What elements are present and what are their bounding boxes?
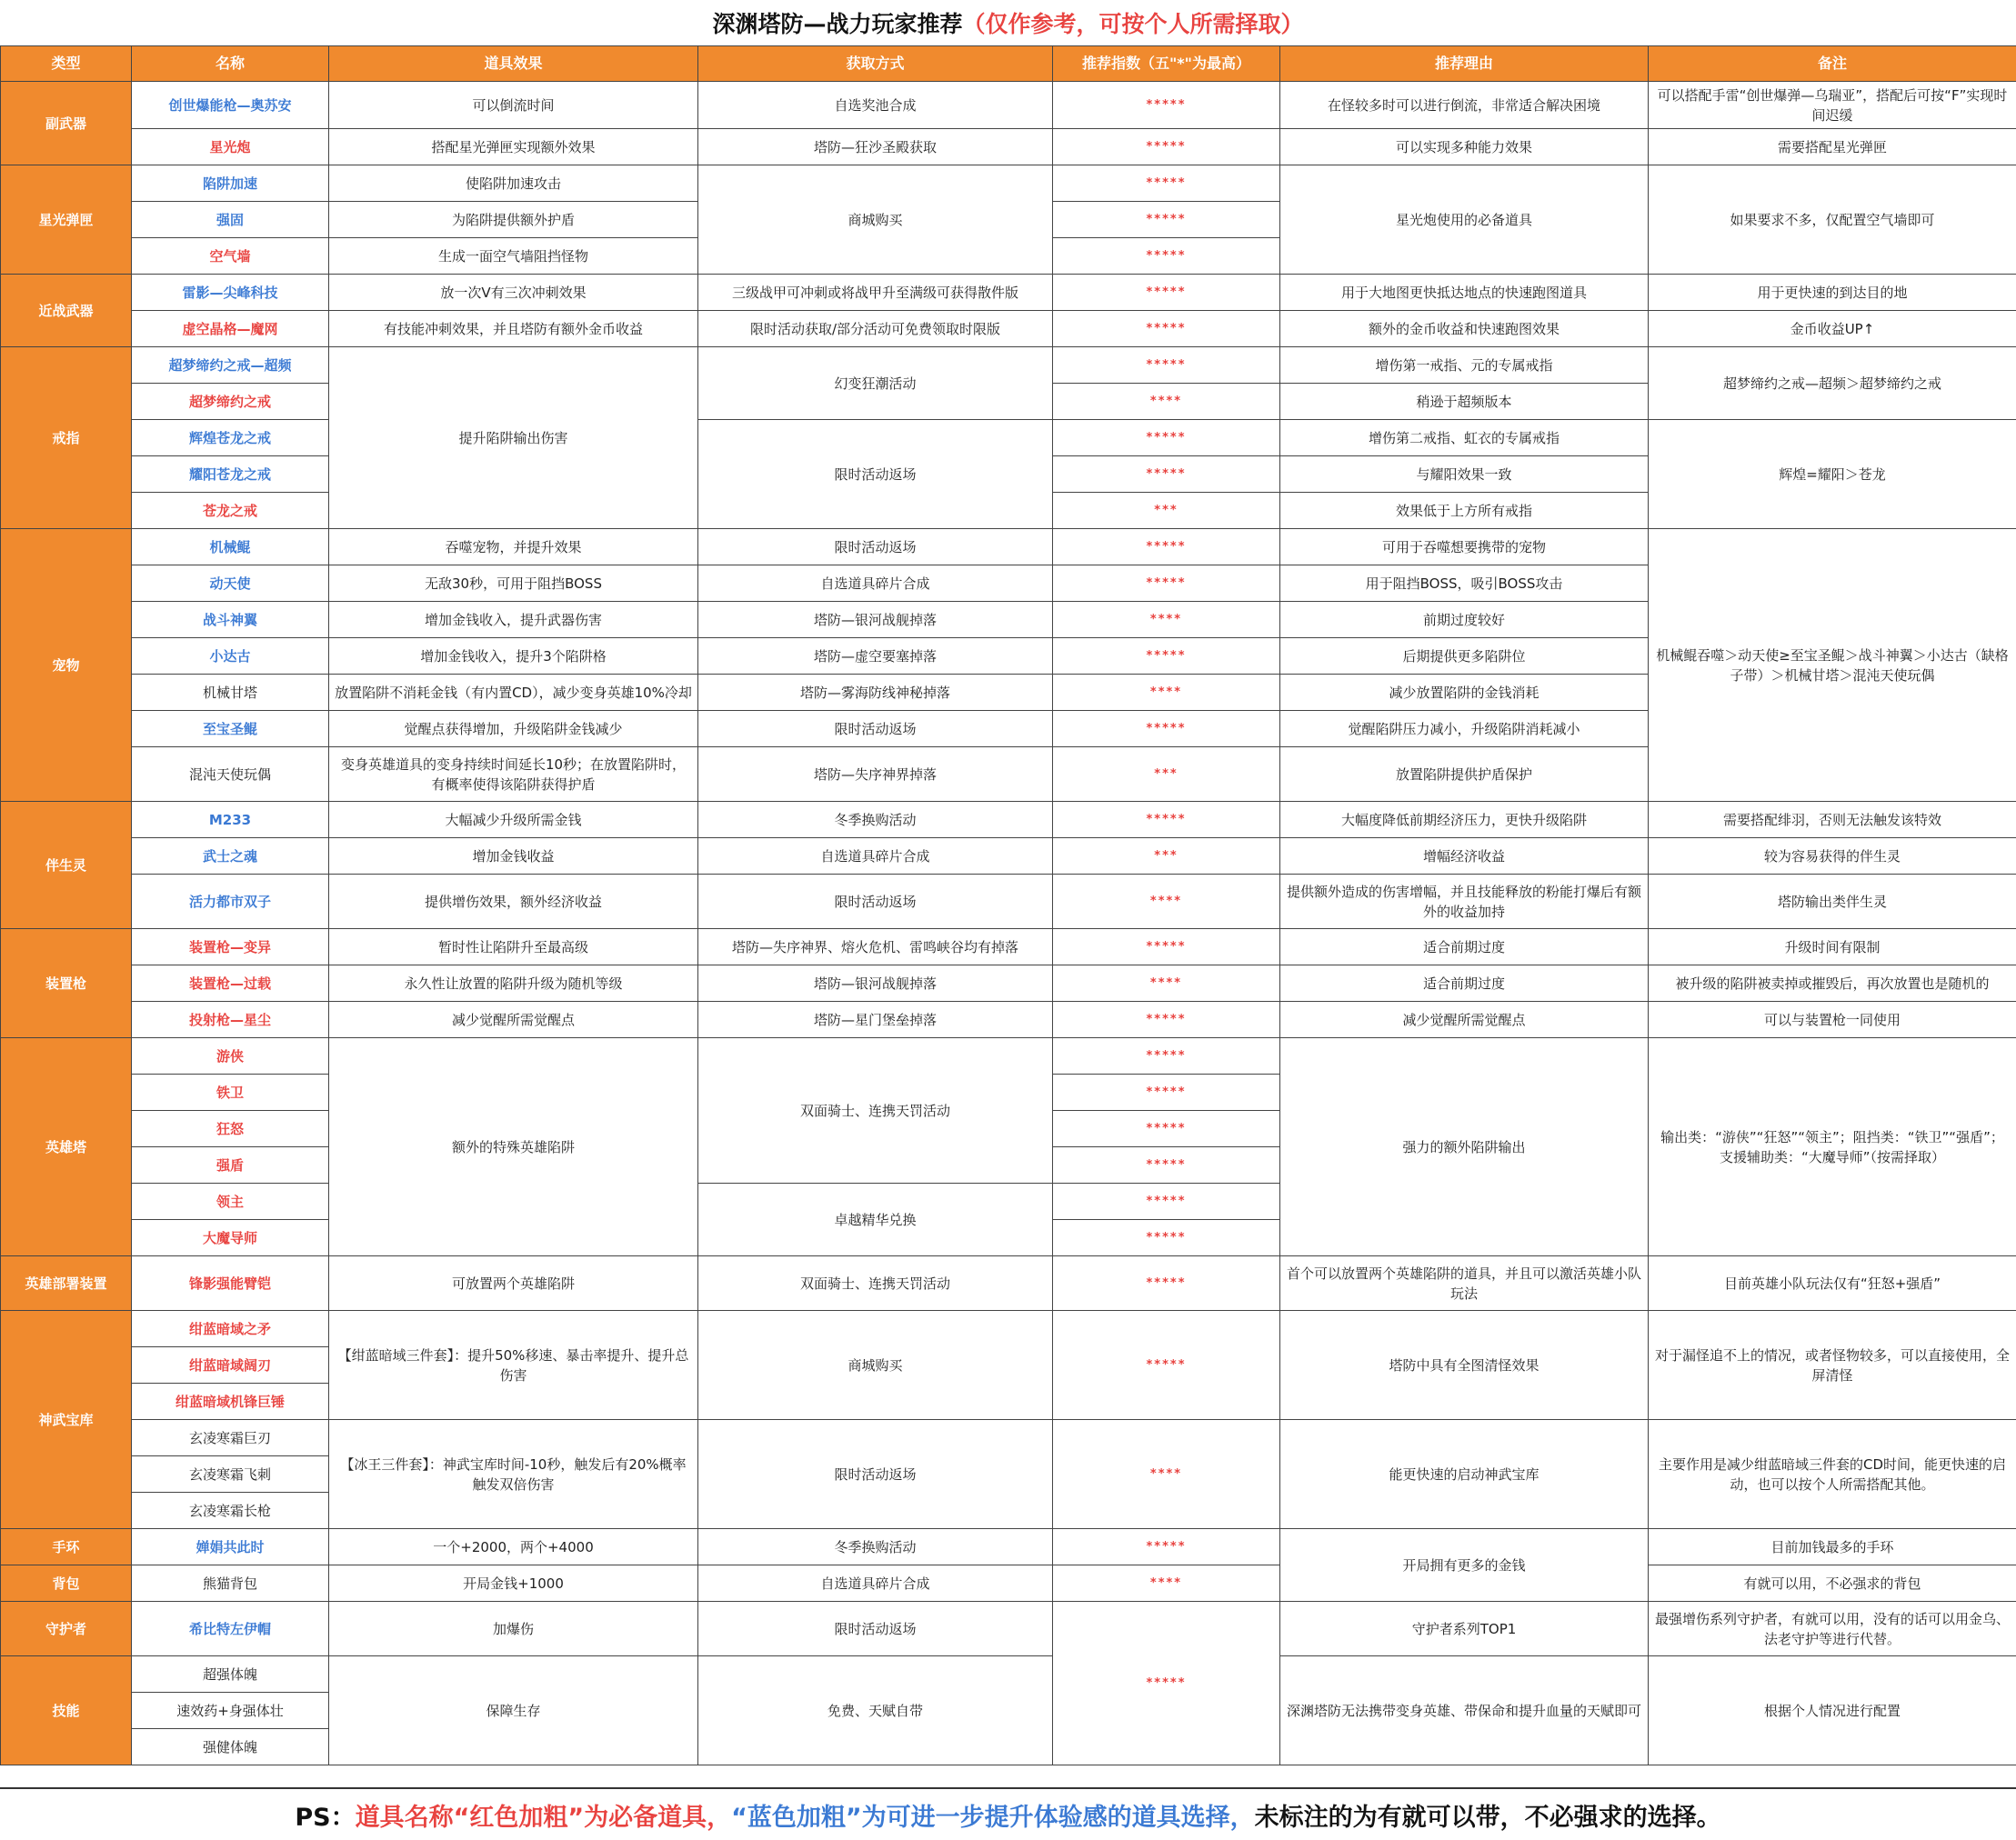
rating-stars: ***** (1053, 165, 1280, 202)
category-cell: 星光弹匣 (1, 165, 132, 275)
item-name-required: 虚空晶格—魔网 (132, 311, 329, 347)
table-cell: 星光炮使用的必备道具 (1280, 165, 1649, 275)
table-cell: 自选道具碎片合成 (698, 565, 1053, 602)
item-name-recommended: 耀阳苍龙之戒 (132, 456, 329, 493)
table-cell: 增伤第一戒指、元的专属戒指 (1280, 347, 1649, 384)
table-cell: 最强增伤系列守护者，有就可以用，没有的话可以用金乌、法老守护等进行代替。 (1649, 1602, 2016, 1656)
category-cell: 宠物 (1, 529, 132, 802)
category-cell: 戒指 (1, 347, 132, 529)
table-row (1, 347, 2016, 384)
table-cell: 限时活动获取/部分活动可免费领取时限版 (698, 311, 1053, 347)
table-cell: 变身英雄道具的变身持续时间延长10秒；在放置陷阱时，有概率使得该陷阱获得护盾 (329, 747, 698, 802)
table-cell: 守护者系列TOP1 (1280, 1602, 1649, 1656)
header-type: 类型 (1, 46, 132, 82)
table-cell: 辉煌=耀阳＞苍龙 (1649, 420, 2016, 529)
table-cell: 主要作用是减少绀蓝暗域三件套的CD时间，能更快速的启动，也可以按个人所需搭配其他。 (1649, 1420, 2016, 1529)
table-cell: 如果要求不多，仅配置空气墙即可 (1649, 165, 2016, 275)
table-row (1, 1038, 2016, 1075)
category-cell: 技能 (1, 1656, 132, 1765)
table-cell: 使陷阱加速攻击 (329, 165, 698, 202)
table-row (1, 275, 2016, 311)
table-cell: 永久性让放置的陷阱升级为随机等级 (329, 965, 698, 1002)
item-name-recommended: 动天使 (132, 565, 329, 602)
table-cell: 放一次V有三次冲刺效果 (329, 275, 698, 311)
category-cell: 手环 (1, 1529, 132, 1565)
category-cell: 近战武器 (1, 275, 132, 347)
item-name-required: 铁卫 (132, 1075, 329, 1111)
footer-blue-legend: “蓝色加粗”为可进一步提升体验感的道具选择， (731, 1803, 1255, 1832)
item-name-required: 投射枪—星尘 (132, 1002, 329, 1038)
table-cell: 无敌30秒，可用于阻挡BOSS (329, 565, 698, 602)
table-row (1, 311, 2016, 347)
table-cell: 目前加钱最多的手环 (1649, 1529, 2016, 1565)
table-cell: 一个+2000，两个+4000 (329, 1529, 698, 1565)
item-name-recommended: 战斗神翼 (132, 602, 329, 638)
table-cell: 稍逊于超频版本 (1280, 384, 1649, 420)
item-name-required: 星光炮 (132, 129, 329, 165)
table-cell: 机械鲲吞噬＞动天使≥至宝圣鲲＞战斗神翼＞小达古（缺格子带）＞机械甘塔＞混沌天使玩偶 (1649, 529, 2016, 802)
table-cell: 用于阻挡BOSS，吸引BOSS攻击 (1280, 565, 1649, 602)
table-cell: 适合前期过度 (1280, 929, 1649, 965)
rating-stars: ***** (1053, 565, 1280, 602)
footer-ps: PS： (295, 1803, 356, 1832)
title-note: （仅作参考，可按个人所需择取） (962, 11, 1304, 37)
table-cell: 加爆伤 (329, 1602, 698, 1656)
table-cell: 幻变狂潮活动 (698, 347, 1053, 420)
table-cell: 对于漏怪追不上的情况，或者怪物较多，可以直接使用，全屏清怪 (1649, 1311, 2016, 1420)
table-cell: 生成一面空气墙阻挡怪物 (329, 238, 698, 275)
rating-stars: **** (1053, 602, 1280, 638)
table-cell: 双面骑士、连携天罚活动 (698, 1256, 1053, 1311)
item-name-required: 装置枪—过载 (132, 965, 329, 1002)
table-cell: 提供增伤效果，额外经济收益 (329, 875, 698, 929)
table-cell: 塔防输出类伴生灵 (1649, 875, 2016, 929)
item-name-recommended: 武士之魂 (132, 838, 329, 875)
item-name-required: 锋影强能臂铠 (132, 1256, 329, 1311)
table-row (1, 1529, 2016, 1565)
table-cell: 较为容易获得的伴生灵 (1649, 838, 2016, 875)
table-cell: 塔防中具有全图清怪效果 (1280, 1311, 1649, 1420)
item-name-required: 苍龙之戒 (132, 493, 329, 529)
table-cell: 需要搭配绯羽，否则无法触发该特效 (1649, 802, 2016, 838)
rating-stars: ***** (1053, 929, 1280, 965)
item-name-optional: 超强体魄 (132, 1656, 329, 1693)
rating-stars: ***** (1053, 1220, 1280, 1256)
item-name-required: 大魔导师 (132, 1220, 329, 1256)
footer-note (0, 1787, 2016, 1840)
table-row (1, 1311, 2016, 1347)
item-name-optional: 混沌天使玩偶 (132, 747, 329, 802)
item-name-recommended: 创世爆能枪—奥苏安 (132, 82, 329, 129)
table-cell: 为陷阱提供额外护盾 (329, 202, 698, 238)
table-cell: 限时活动返场 (698, 1420, 1053, 1529)
item-name-optional: 玄凌寒霜长枪 (132, 1493, 329, 1529)
table-cell: 【绀蓝暗域三件套】：提升50%移速、暴击率提升、提升总伤害 (329, 1311, 698, 1420)
item-name-optional: 玄凌寒霜飞刺 (132, 1456, 329, 1493)
rating-stars: ***** (1053, 1038, 1280, 1075)
category-cell: 英雄部署装置 (1, 1256, 132, 1311)
item-name-recommended: 辉煌苍龙之戒 (132, 420, 329, 456)
table-cell: 【冰王三件套】：神武宝库时间-10秒，触发后有20%概率触发双倍伤害 (329, 1420, 698, 1529)
table-cell: 自选道具碎片合成 (698, 838, 1053, 875)
table-cell: 被升级的陷阱被卖掉或摧毁后，再次放置也是随机的 (1649, 965, 2016, 1002)
table-row (1, 1602, 2016, 1656)
category-cell: 副武器 (1, 82, 132, 165)
table-cell: 吞噬宠物，并提升效果 (329, 529, 698, 565)
item-name-recommended: 机械鲲 (132, 529, 329, 565)
table-cell: 冬季换购活动 (698, 802, 1053, 838)
rating-stars: ***** (1053, 1002, 1280, 1038)
item-name-required: 绀蓝暗域之矛 (132, 1311, 329, 1347)
header-rating: 推荐指数（五"*"为最高） (1053, 46, 1280, 82)
category-cell: 神武宝库 (1, 1311, 132, 1529)
rating-stars: ***** (1053, 711, 1280, 747)
table-cell: 开局拥有更多的金钱 (1280, 1529, 1649, 1602)
item-name-required: 装置枪—变异 (132, 929, 329, 965)
table-cell: 卓越精华兑换 (698, 1184, 1053, 1256)
item-name-optional: 强健体魄 (132, 1729, 329, 1765)
table-cell: 大幅减少升级所需金钱 (329, 802, 698, 838)
table-cell: 自选道具碎片合成 (698, 1565, 1053, 1602)
table-cell: 可以实现多种能力效果 (1280, 129, 1649, 165)
table-cell: 金币收益UP↑ (1649, 311, 2016, 347)
table-cell: 有技能冲刺效果，并且塔防有额外金币收益 (329, 311, 698, 347)
table-cell: 塔防—银河战舰掉落 (698, 602, 1053, 638)
table-cell: 增加金钱收益 (329, 838, 698, 875)
header-remark: 备注 (1649, 46, 2016, 82)
table-cell: 放置陷阱提供护盾保护 (1280, 747, 1649, 802)
table-row (1, 929, 2016, 965)
item-name-recommended: M233 (132, 802, 329, 838)
category-cell: 守护者 (1, 1602, 132, 1656)
rating-stars: ***** (1053, 202, 1280, 238)
table-cell: 双面骑士、连携天罚活动 (698, 1038, 1053, 1184)
table-cell: 觉醒点获得增加，升级陷阱金钱减少 (329, 711, 698, 747)
table-row (1, 1565, 2016, 1602)
table-cell: 能更快速的启动神武宝库 (1280, 1420, 1649, 1529)
category-cell: 伴生灵 (1, 802, 132, 929)
rating-stars: *** (1053, 747, 1280, 802)
header-source: 获取方式 (698, 46, 1053, 82)
item-name-recommended: 活力都市双子 (132, 875, 329, 929)
table-cell: 塔防—虚空要塞掉落 (698, 638, 1053, 675)
item-name-optional: 速效药+身强体壮 (132, 1693, 329, 1729)
table-cell: 前期过度较好 (1280, 602, 1649, 638)
table-cell: 可放置两个英雄陷阱 (329, 1256, 698, 1311)
table-cell: 减少放置陷阱的金钱消耗 (1280, 675, 1649, 711)
table-row (1, 1656, 2016, 1693)
table-cell: 效果低于上方所有戒指 (1280, 493, 1649, 529)
table-cell: 觉醒陷阱压力减小，升级陷阱消耗减小 (1280, 711, 1649, 747)
category-cell: 装置枪 (1, 929, 132, 1038)
table-cell: 用于更快速的到达目的地 (1649, 275, 2016, 311)
table-cell: 升级时间有限制 (1649, 929, 2016, 965)
table-cell: 增加金钱收入，提升武器伤害 (329, 602, 698, 638)
item-name-required: 绀蓝暗域机锋巨锤 (132, 1384, 329, 1420)
table-cell: 有就可以用，不必强求的背包 (1649, 1565, 2016, 1602)
item-name-recommended: 超梦缔约之戒—超频 (132, 347, 329, 384)
rating-stars: ***** (1053, 82, 1280, 129)
table-row (1, 1002, 2016, 1038)
category-cell: 英雄塔 (1, 1038, 132, 1256)
rating-stars: **** (1053, 1565, 1280, 1602)
sheet-title (0, 0, 2016, 47)
rating-stars: ***** (1053, 638, 1280, 675)
table-cell: 需要搭配星光弹匣 (1649, 129, 2016, 165)
title-main: 深渊塔防—战力玩家推荐 (712, 11, 963, 37)
item-name-optional: 熊猫背包 (132, 1565, 329, 1602)
table-cell: 额外的特殊英雄陷阱 (329, 1038, 698, 1256)
rating-stars: ***** (1053, 456, 1280, 493)
item-name-optional: 机械甘塔 (132, 675, 329, 711)
table-row (1, 965, 2016, 1002)
table-cell: 放置陷阱不消耗金钱（有内置CD），减少变身英雄10%冷却 (329, 675, 698, 711)
item-name-required: 超梦缔约之戒 (132, 384, 329, 420)
table-cell: 适合前期过度 (1280, 965, 1649, 1002)
table-row (1, 420, 2016, 456)
table-cell: 免费、天赋自带 (698, 1656, 1053, 1765)
table-cell: 塔防—狂沙圣殿获取 (698, 129, 1053, 165)
item-name-required: 空气墙 (132, 238, 329, 275)
table-cell: 增幅经济收益 (1280, 838, 1649, 875)
item-name-recommended: 希比特左伊帽 (132, 1602, 329, 1656)
rating-stars: **** (1053, 1420, 1280, 1529)
table-cell: 强力的额外陷阱输出 (1280, 1038, 1649, 1256)
rating-stars: ***** (1053, 1111, 1280, 1147)
table-cell: 输出类：“游侠”“狂怒”“领主”；阻挡类：“铁卫”“强盾”；支援辅助类：“大魔导师”（按需择取） (1649, 1038, 2016, 1256)
rating-stars: ***** (1053, 1602, 1280, 1765)
table-cell: 目前英雄小队玩法仅有“狂怒+强盾” (1649, 1256, 2016, 1311)
table-cell: 限时活动返场 (698, 420, 1053, 529)
rating-stars: ***** (1053, 129, 1280, 165)
item-name-recommended: 婵娟共此时 (132, 1529, 329, 1565)
table-cell: 首个可以放置两个英雄陷阱的道具，并且可以激活英雄小队玩法 (1280, 1256, 1649, 1311)
table-cell: 可用于吞噬想要携带的宠物 (1280, 529, 1649, 565)
table-cell: 可以与装置枪一同使用 (1649, 1002, 2016, 1038)
table-cell: 提供额外造成的伤害增幅，并且技能释放的粉能打爆后有额外的收益加持 (1280, 875, 1649, 929)
table-cell: 开局金钱+1000 (329, 1565, 698, 1602)
item-name-required: 强盾 (132, 1147, 329, 1184)
table-cell: 自选奖池合成 (698, 82, 1053, 129)
rating-stars: ***** (1053, 1529, 1280, 1565)
rating-stars: ***** (1053, 529, 1280, 565)
table-cell: 搭配星光弹匣实现额外效果 (329, 129, 698, 165)
table-cell: 超梦缔约之戒—超频＞超梦缔约之戒 (1649, 347, 2016, 420)
rating-stars: ***** (1053, 1311, 1280, 1420)
rating-stars: **** (1053, 875, 1280, 929)
table-cell: 可以搭配手雷“创世爆弹—乌瑞亚”，搭配后可按“F”实现时间迟缓 (1649, 82, 2016, 129)
rating-stars: ***** (1053, 1075, 1280, 1111)
table-row (1, 1256, 2016, 1311)
table-cell: 深渊塔防无法携带变身英雄、带保命和提升血量的天赋即可 (1280, 1656, 1649, 1765)
rating-stars: ***** (1053, 1184, 1280, 1220)
item-name-required: 游侠 (132, 1038, 329, 1075)
item-name-recommended: 小达古 (132, 638, 329, 675)
rating-stars: ***** (1053, 347, 1280, 384)
rating-stars: ***** (1053, 802, 1280, 838)
table-cell: 可以倒流时间 (329, 82, 698, 129)
table-cell: 塔防—雾海防线神秘掉落 (698, 675, 1053, 711)
table-cell: 后期提供更多陷阱位 (1280, 638, 1649, 675)
table-cell: 与耀阳效果一致 (1280, 456, 1649, 493)
table-cell: 限时活动返场 (698, 1602, 1053, 1656)
table-cell: 大幅度降低前期经济压力，更快升级陷阱 (1280, 802, 1649, 838)
table-row (1, 802, 2016, 838)
table-row (1, 1420, 2016, 1456)
table-cell: 提升陷阱输出伤害 (329, 347, 698, 529)
table-cell: 在怪较多时可以进行倒流，非常适合解决困境 (1280, 82, 1649, 129)
table-cell: 限时活动返场 (698, 875, 1053, 929)
table-cell: 商城购买 (698, 1311, 1053, 1420)
table-cell: 保障生存 (329, 1656, 698, 1765)
item-name-required: 狂怒 (132, 1111, 329, 1147)
rating-stars: ***** (1053, 420, 1280, 456)
table-cell: 暂时性让陷阱升至最高级 (329, 929, 698, 965)
table-cell: 塔防—银河战舰掉落 (698, 965, 1053, 1002)
table-cell: 额外的金币收益和快速跑图效果 (1280, 311, 1649, 347)
category-cell: 背包 (1, 1565, 132, 1602)
item-name-recommended: 强固 (132, 202, 329, 238)
item-name-recommended: 至宝圣鲲 (132, 711, 329, 747)
table-cell: 限时活动返场 (698, 711, 1053, 747)
table-cell: 减少觉醒所需觉醒点 (1280, 1002, 1649, 1038)
table-cell: 根据个人情况进行配置 (1649, 1656, 2016, 1765)
table-body (1, 82, 2016, 1765)
table-row (1, 165, 2016, 202)
table-cell: 三级战甲可冲刺或将战甲升至满级可获得散件版 (698, 275, 1053, 311)
table-cell: 塔防—失序神界、熔火危机、雷鸣峡谷均有掉落 (698, 929, 1053, 965)
table-row (1, 82, 2016, 129)
table-row (1, 129, 2016, 165)
rating-stars: ***** (1053, 1147, 1280, 1184)
table-cell: 用于大地图更快抵达地点的快速跑图道具 (1280, 275, 1649, 311)
table-cell: 增加金钱收入，提升3个陷阱格 (329, 638, 698, 675)
rating-stars: *** (1053, 493, 1280, 529)
header-name: 名称 (132, 46, 329, 82)
item-name-recommended: 雷影—尖峰科技 (132, 275, 329, 311)
rating-stars: ***** (1053, 275, 1280, 311)
header-effect: 道具效果 (329, 46, 698, 82)
rating-stars: **** (1053, 965, 1280, 1002)
rating-stars: ***** (1053, 238, 1280, 275)
table-row (1, 875, 2016, 929)
item-name-required: 绀蓝暗域阔刃 (132, 1347, 329, 1384)
rating-stars: **** (1053, 384, 1280, 420)
rating-stars: ***** (1053, 311, 1280, 347)
table-row (1, 529, 2016, 565)
recommendation-table (0, 45, 2016, 1765)
rating-stars: *** (1053, 838, 1280, 875)
table-cell: 塔防—星门堡垒掉落 (698, 1002, 1053, 1038)
item-name-recommended: 陷阱加速 (132, 165, 329, 202)
table-row (1, 838, 2016, 875)
item-name-required: 领主 (132, 1184, 329, 1220)
table-cell: 冬季换购活动 (698, 1529, 1053, 1565)
table-cell: 增伤第二戒指、虹衣的专属戒指 (1280, 420, 1649, 456)
table-cell: 商城购买 (698, 165, 1053, 275)
rating-stars: **** (1053, 675, 1280, 711)
rating-stars: ***** (1053, 1256, 1280, 1311)
table-cell: 限时活动返场 (698, 529, 1053, 565)
table-cell: 塔防—失序神界掉落 (698, 747, 1053, 802)
footer-red-legend: 道具名称“红色加粗”为必备道具， (355, 1803, 732, 1832)
table-cell: 减少觉醒所需觉醒点 (329, 1002, 698, 1038)
header-reason: 推荐理由 (1280, 46, 1649, 82)
footer-plain-legend: 未标注的为有就可以带，不必强求的选择。 (1254, 1803, 1721, 1832)
item-name-optional: 玄凌寒霜巨刃 (132, 1420, 329, 1456)
table-header-row (1, 46, 2016, 82)
